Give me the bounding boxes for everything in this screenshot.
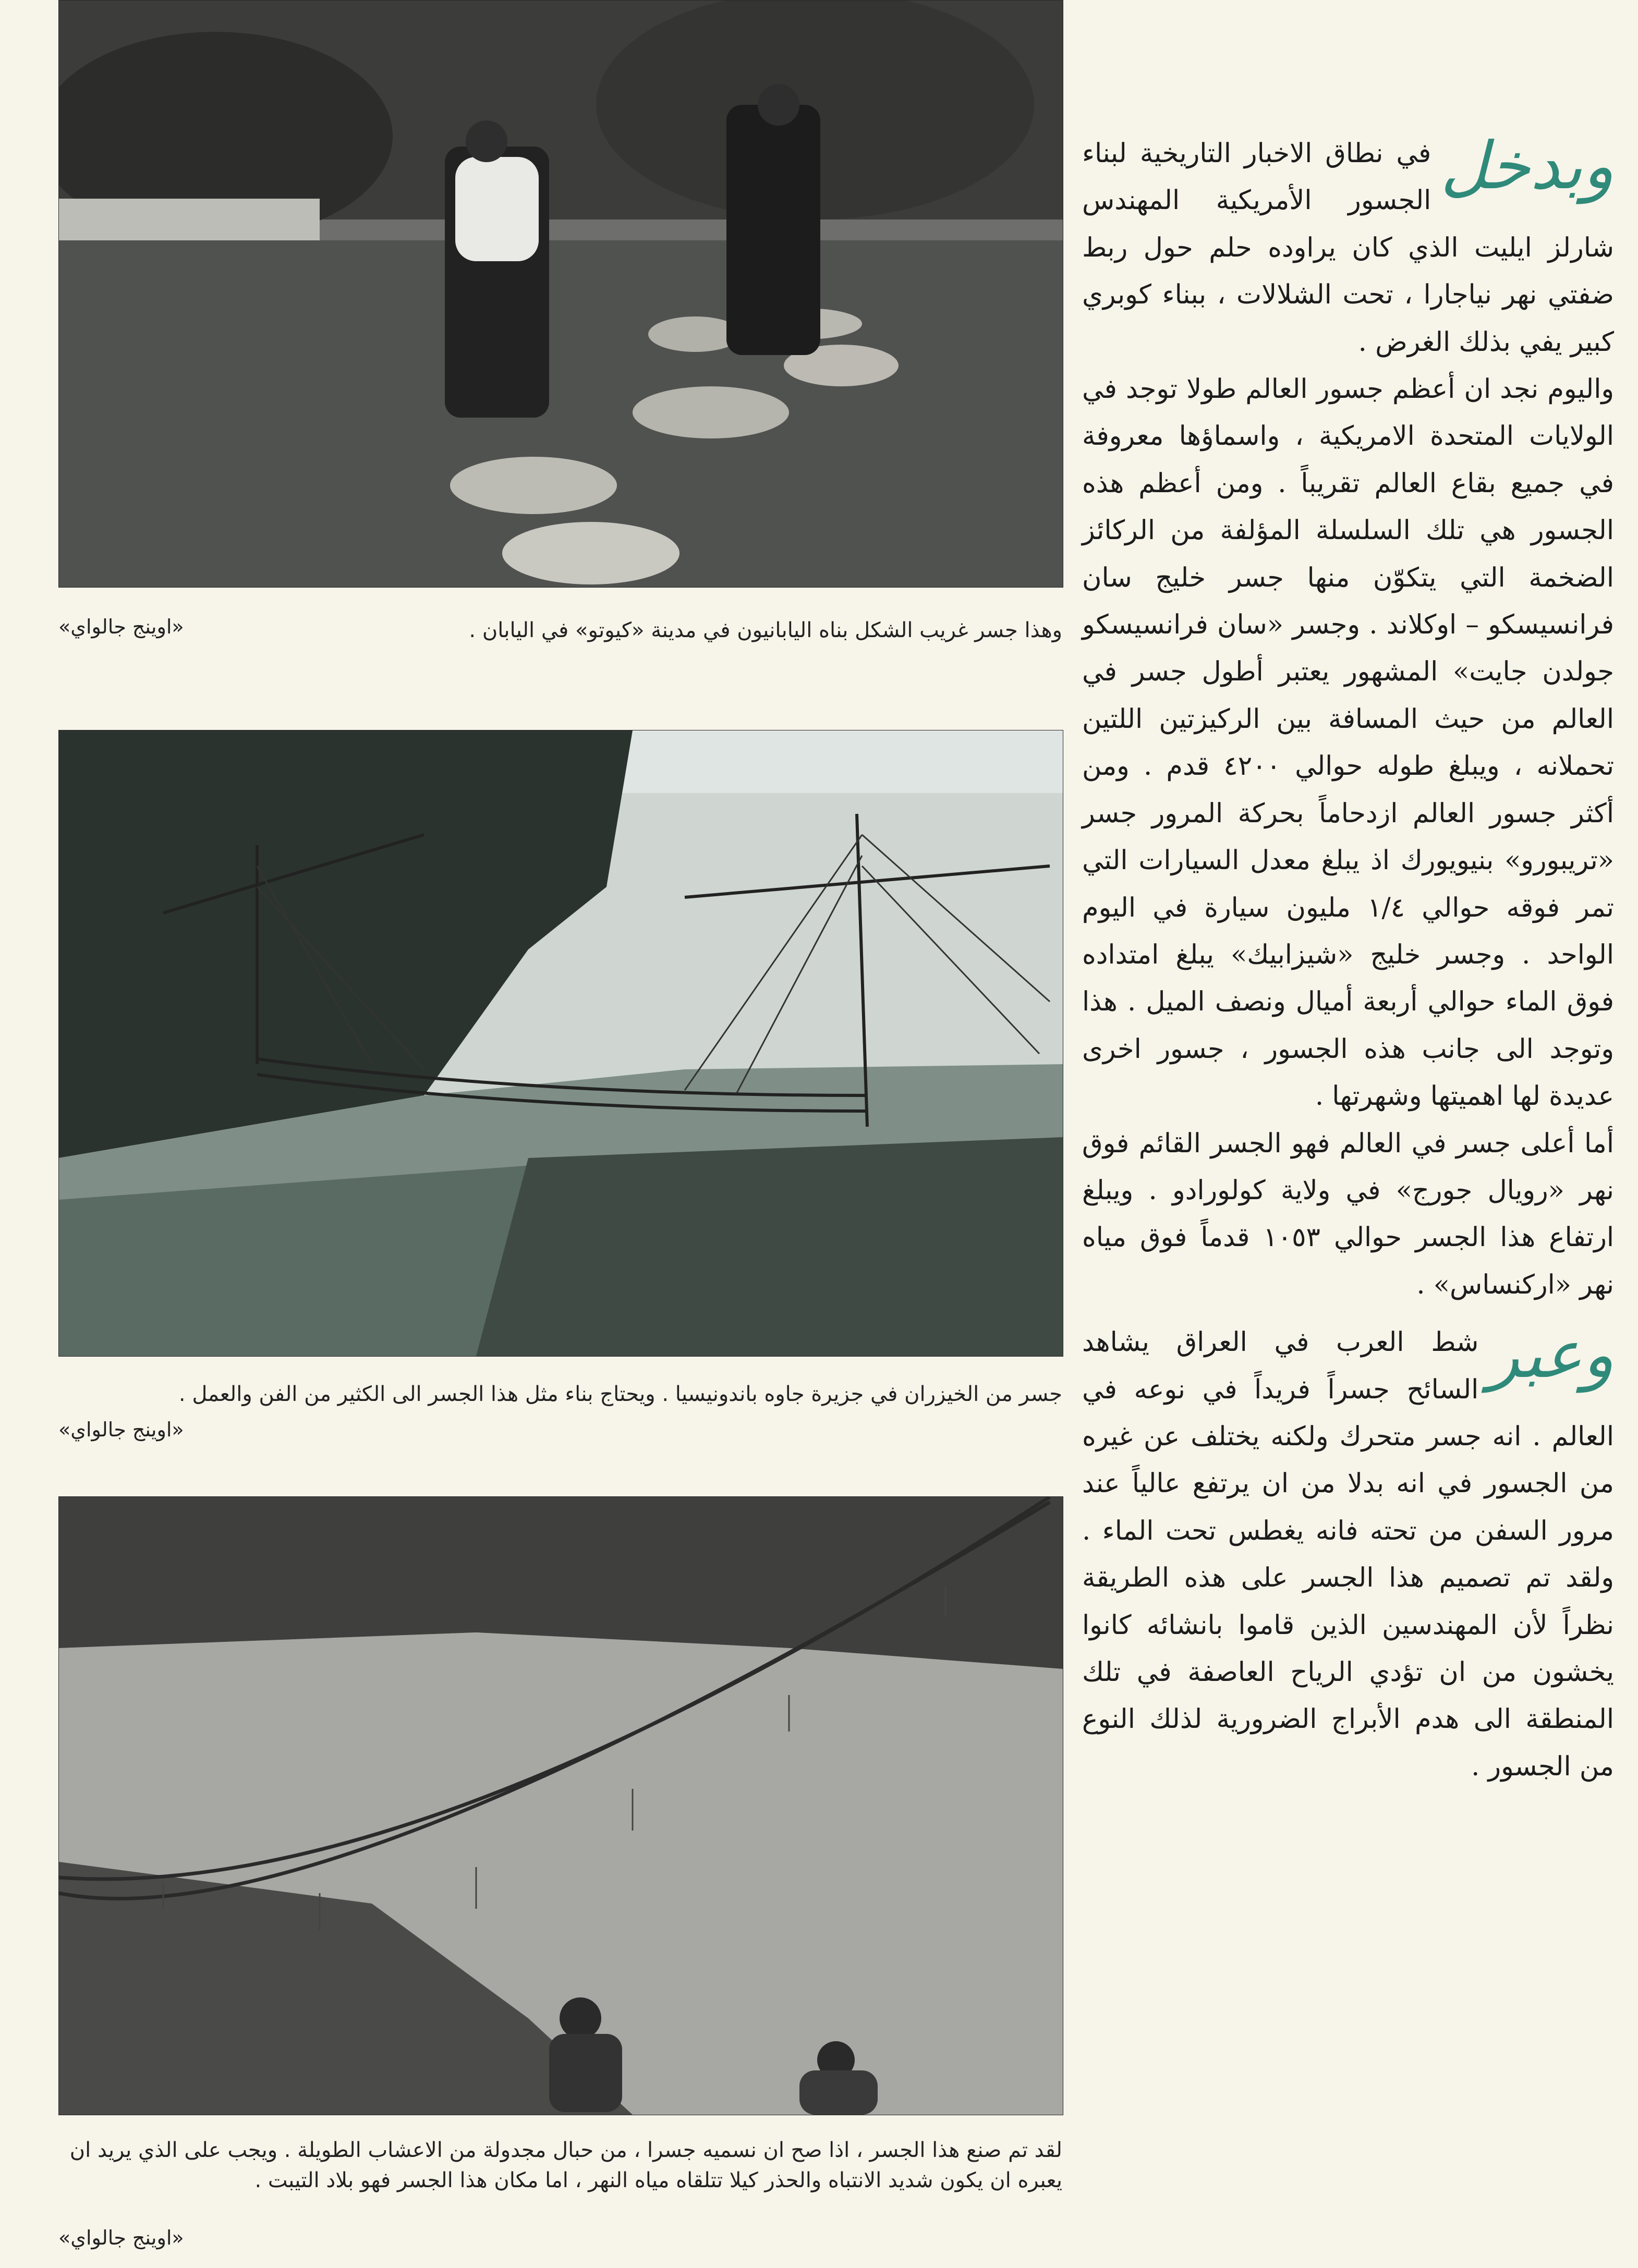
tibet-photo-image bbox=[59, 1497, 1063, 2115]
photo-caption-1: وهذا جسر غريب الشكل بناه اليابانيون في مدينة «كيوتو» في اليابان . bbox=[469, 618, 1062, 642]
kyoto-photo-image bbox=[59, 1, 1063, 587]
photo-tibet-rope-bridge bbox=[58, 1496, 1063, 2115]
photo-credit-2: «اوينج جالواي» bbox=[58, 1418, 184, 1441]
section-2-paragraph-1: شط العرب في العراق يشاهد السائح جسراً فريداً في نوعه في العالم . انه جسر متحرك ولكنه يختلف عن غيره من الجسور في انه بدلا من ان يرتفع عالياً عند مرور السفن من تحته فانه يغطس تحت الماء . ولقد تم تصميم هذا الجسر على هذه الطريقة نظراً لأن المهندسين الذين قاموا بانشائه كانوا يخشون من ان تؤدي الرياح العاصفة في تلك المنطقة الى هدم الأبراج الضرورية لذلك النوع من الجسور . bbox=[1082, 1327, 1614, 1782]
dropcap-2: وعبر bbox=[1488, 1317, 1614, 1393]
photo-credit-3: «اوينج جالواي» bbox=[58, 2226, 184, 2249]
article-column bbox=[1082, 130, 1614, 1790]
photo-caption-2: جسر من الخيزران في جزيرة جاوه باندونيسيا . ويحتاج بناء مثل هذا الجسر الى الكثير من الفن والعمل . bbox=[178, 1382, 1062, 1406]
section-1 bbox=[1082, 130, 1614, 1309]
section-1-paragraph-2: واليوم نجد ان أعظم جسور العالم طولا توجد في الولايات المتحدة الامريكية ، واسماؤها معروفة في جميع بقاع العالم تقريباً . ومن أعظم هذه الجسور هي تلك السلسلة المؤلفة من الركائز الضخمة التي يتكوّن منها جسر خليج سان فرانسيسكو – اوكلاند . وجسر «سان فرانسيسكو جولدن جايت» المشهور يعتبر أطول جسر في العالم من حيث المسافة بين الركيزتين اللتين تحملانه ، ويبلغ طوله حوالي ٤٢٠٠ قدم . ومن أكثر جسور العالم ازدحاماً بحركة المرور جسر «تريبورو» بنيويورك اذ يبلغ معدل السيارات التي تمر فوقه حوالي ١/٤ مليون سيارة في اليوم الواحد . وجسر خليج «شيزابيك» يبلغ امتداده فوق الماء حوالي أربعة أميال ونصف الميل . هذا وتوجد الى جانب هذه الجسور ، جسور اخرى عديدة لها اهميتها وشهرتها . bbox=[1082, 374, 1615, 1112]
section-1-paragraph-1: في نطاق الاخبار التاريخية لبناء الجسور الأمريكية المهندس شارلز ايليت الذي كان يراوده حلم حول ربط ضفتي نهر نياجارا ، تحت الشلالات ، ببناء كوبري كبير يفي بذلك الغرض . bbox=[1082, 138, 1614, 358]
photo-kyoto-stepping-stones bbox=[58, 0, 1063, 588]
photo-credit-1: «اوينج جالواي» bbox=[58, 615, 184, 638]
dropcap-1: وبدخل bbox=[1440, 128, 1614, 204]
java-photo-image bbox=[59, 730, 1063, 1356]
photo-caption-3: لقد تم صنع هذا الجسر ، اذا صح ان نسميه جسرا ، من حبال مجدولة من الاعشاب الطويلة . ويجب على الذي يريد ان يعبره ان يكون شديد الانتباه والحذر كيلا تتلقاه مياه النهر ، اما مكان هذا الجسر فهو بلاد التيبت . bbox=[69, 2138, 1062, 2192]
section-2 bbox=[1082, 1319, 1614, 1790]
section-1-paragraph-3: أما أعلى جسر في العالم فهو الجسر القائم فوق نهر «رويال جورج» في ولاية كولورادو . ويبلغ ارتفاع هذا الجسر حوالي ١٠٥٣ قدماً فوق مياه نهر «اركنساس» . bbox=[1082, 1128, 1615, 1300]
photo-java-bamboo-bridge bbox=[58, 730, 1063, 1357]
